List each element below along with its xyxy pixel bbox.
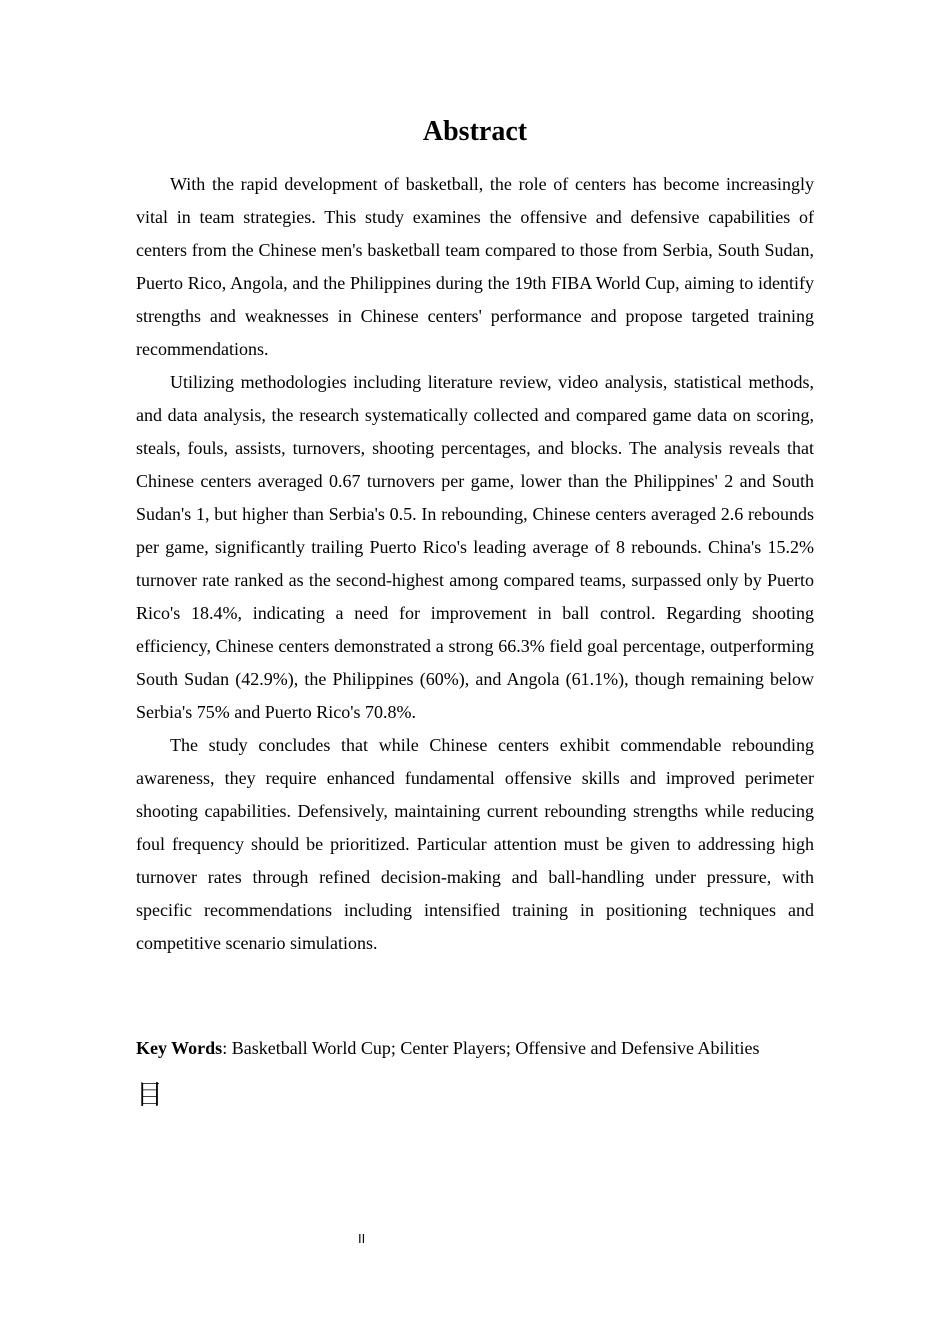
abstract-title: Abstract — [422, 116, 528, 147]
keywords-separator: : — [222, 1038, 232, 1058]
abstract-body — [136, 168, 814, 960]
abstract-paragraph-3: The study concludes that while Chinese centers exhibit commendable rebounding awareness, they require enhanced fundamental offensive skills and improved perimeter shooting capabilities. Defensively, maintaining current rebounding strengths while reducing foul frequency should be prioritized. Particular attention must be given to addressing high turnover rates through refined decision-making and ball-handling under pressure, with specific recommendations including intensified training in positioning techniques and competitive scenario simulations. — [136, 735, 814, 953]
keywords-text: Basketball World Cup; Center Players; Offensive and Defensive Abilities — [231, 1038, 760, 1058]
keywords-line — [136, 1032, 836, 1065]
table-of-contents-heading: 目 — [136, 1080, 163, 1111]
abstract-paragraph-2: Utilizing methodologies including literature review, video analysis, statistical methods, and data analysis, the research systematically collected and compared game data on scoring, steals, fouls, assists, turnovers, shooting percentages, and blocks. The analysis reveals that Chinese centers averaged 0.67 turnovers per game, lower than the Philippines' 2 and South Sudan's 1, but higher than Serbia's 0.5. In rebounding, Chinese centers averaged 2.6 rebounds per game, significantly trailing Puerto Rico's leading average of 8 rebounds. China's 15.2% turnover rate ranked as the second-highest among compared teams, surpassed only by Puerto Rico's 18.4%, indicating a need for improvement in ball control. Regarding shooting efficiency, Chinese centers demonstrated a strong 66.3% field goal percentage, outperforming South Sudan (42.9%), the Philippines (60%), and Angola (61.1%), though remaining below Serbia's 75% and Puerto Rico's 70.8%. — [136, 372, 814, 722]
abstract-paragraph-1: With the rapid development of basketball, the role of centers has become increasingly vital in team strategies. This study examines the offensive and defensive capabilities of centers from the Chinese men's basketball team compared to those from Serbia, South Sudan, Puerto Rico, Angola, and the Philippines during the 19th FIBA World Cup, aiming to identify strengths and weaknesses in Chinese centers' performance and propose targeted training recommendations. — [136, 174, 814, 359]
keywords-label: Key Words — [136, 1038, 223, 1058]
page-number: II — [358, 1231, 366, 1246]
